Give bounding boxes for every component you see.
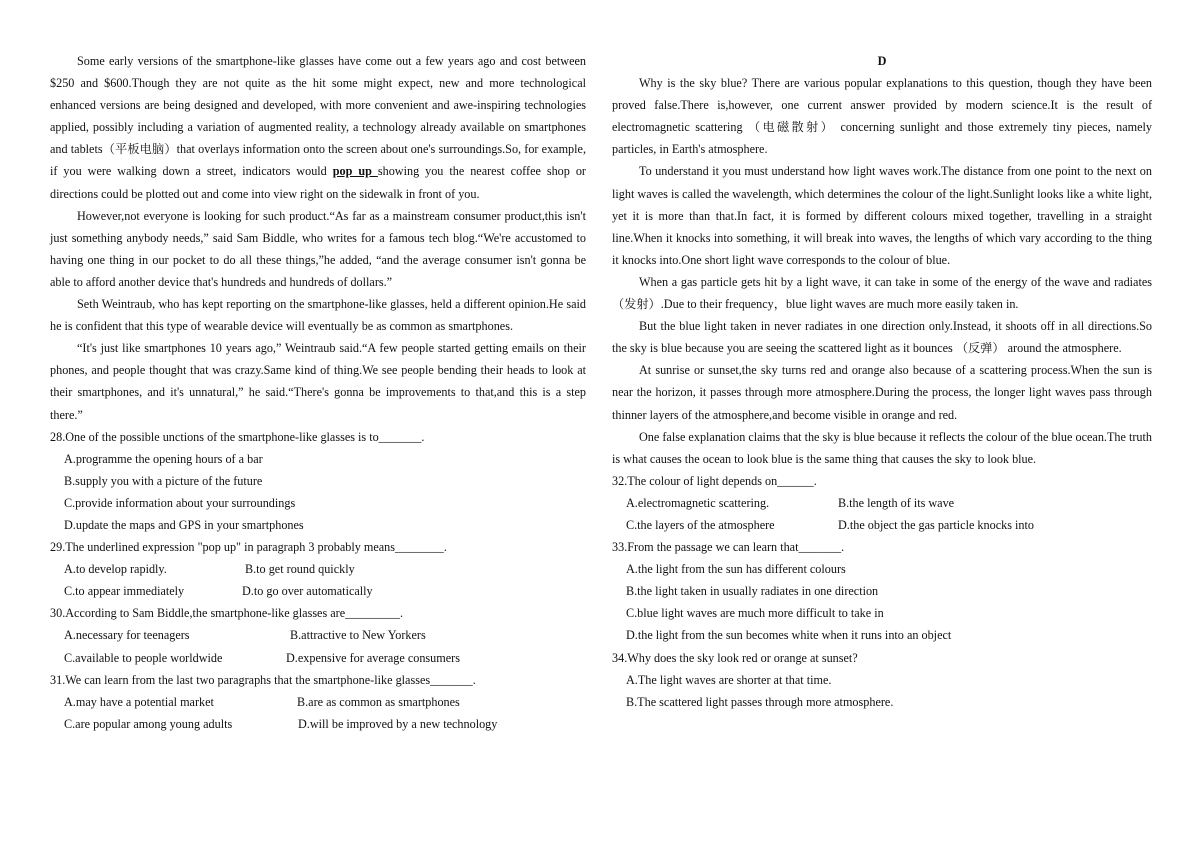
right-column	[612, 50, 1152, 713]
q32-option-a: A.electromagnetic scattering.	[626, 495, 770, 510]
q28-option-b: B.supply you with a picture of the future	[64, 473, 263, 488]
passage-d-paragraph-4: But the blue light taken in never radiates in one direction only.Instead, it shoots off in all directions.So the sky is blue because you are seeing the scattered light as it bounces （反弹） around the atmosphere.	[612, 319, 1152, 356]
q28-option-d: D.update the maps and GPS in your smartphones	[64, 517, 304, 532]
q33-option-c: C.blue light waves are much more difficult to take in	[626, 606, 884, 621]
question-31: 31.We can learn from the last two paragraphs that the smartphone-like glasses_______.	[50, 672, 476, 687]
q31-options-row-1	[50, 691, 586, 713]
question-29: 29.The underlined expression "pop up" in paragraph 3 probably means________.	[50, 540, 447, 555]
q31-option-b: B.are as common as smartphones	[297, 694, 460, 709]
passage-c-paragraph-1	[50, 50, 586, 205]
q30-option-c: C.available to people worldwide	[64, 650, 223, 665]
passage-d-paragraph-2: To understand it you must understand how light waves work.The distance from one point to the next on light waves is called the wavelength, which determines the colour of the light.Sunlight looks like a white light, yet it is more than that.In fact, it is formed by different colours mixed together, travelling in a straight line.When it knocks into something, it will break into waves, the lengths of which vary according to the thing it knocks into.One short light wave corresponds to the colour of blue.	[612, 164, 1152, 267]
underlined-phrase: pop up	[332, 164, 378, 179]
q31-option-a: A.may have a potential market	[64, 694, 214, 709]
q29-option-d: D.to go over automatically	[242, 584, 373, 599]
q28-option-a: A.programme the opening hours of a bar	[64, 451, 263, 466]
passage-d-title: D	[877, 54, 887, 68]
passage-d-paragraph-6: One false explanation claims that the sky is blue because it reflects the colour of the blue ocean.The truth is what causes the ocean to look blue is the same thing that causes the sky to look blue.	[612, 429, 1152, 466]
q28-option-c: C.provide information about your surroundings	[64, 495, 296, 510]
q33-option-a: A.the light from the sun has different colours	[626, 562, 846, 577]
q29-option-c: C.to appear immediately	[64, 584, 185, 599]
q31-option-c: C.are popular among young adults	[64, 716, 233, 731]
q32-option-d: D.the object the gas particle knocks into	[838, 517, 1034, 532]
paragraph-text: showing you the nearest coffee shop or directions could be plotted out and come into view right on the sidewalk in front of you.	[50, 164, 586, 201]
q29-options-row-1	[50, 558, 586, 580]
passage-d-paragraph-3: When a gas particle gets hit by a light wave, it can take in some of the energy of the wave and radiates （发射）.Due to their frequency，blue light waves are much more easily taken in.	[612, 274, 1152, 312]
q29-option-a: A.to develop rapidly.	[64, 562, 167, 577]
passage-d-paragraph-5: At sunrise or sunset,the sky turns red and orange also because of a scattering process.When the sun is near the horizon, it passes through more atmosphere.During the process, the longer light waves pass through thinner layers of the atmosphere,and become visible in orange and red.	[612, 363, 1152, 422]
question-28: 28.One of the possible unctions of the smartphone-like glasses is to_______.	[50, 429, 425, 444]
q33-option-b: B.the light taken in usually radiates in one direction	[626, 584, 879, 599]
question-34: 34.Why does the sky look red or orange at sunset?	[612, 650, 858, 665]
q30-option-d: D.expensive for average consumers	[286, 650, 460, 665]
q31-option-d: D.will be improved by a new technology	[298, 716, 498, 731]
q30-option-b: B.attractive to New Yorkers	[290, 628, 426, 643]
q32-options-row-1	[612, 492, 1152, 514]
question-33: 33.From the passage we can learn that_______.	[612, 540, 845, 555]
passage-c-paragraph-4: “It's just like smartphones 10 years ago,” Weintraub said.“A few people started getting emails on their phones, and people thought that was crazy.Same kind of thing.We see people bending their heads to look at their smartphones, and it's unnatural,” he said.“There's gonna be improvements to that,and this is a step there.”	[50, 341, 586, 422]
q34-option-b: B.The scattered light passes through more atmosphere.	[626, 694, 894, 709]
paragraph-text: Some early versions of the smartphone-like glasses have come out a few years ago and cost between $250 and $600.Though they are not quite as the hit some might expect, new and more technological enhanced versions are being designed and developed, with more convenient and awe-inspiring technologies applied, possibly including a variation of augmented reality, a technology already available on smartphones and tablets（平板电脑）that overlays information onto the screen about one's surroundings.So, for example, if you were walking down a street, indicators would	[50, 54, 586, 179]
q34-option-a: A.The light waves are shorter at that time.	[626, 672, 832, 687]
q30-option-a: A.necessary for teenagers	[64, 628, 190, 643]
passage-c-paragraph-2: However,not everyone is looking for such product.“As far as a mainstream consumer product,this isn't just something anybody needs,” said Sam Biddle, who writes for a famous tech blog.“We're accustomed to having one thing in our pocket to do all these things,”he added, “and the average consumer isn't gonna be able to afford another device that's hundreds and hundreds of dollars.”	[50, 208, 586, 289]
q32-options-row-2	[612, 514, 1152, 536]
q33-option-d: D.the light from the sun becomes white when it runs into an object	[626, 628, 952, 643]
question-32: 32.The colour of light depends on______.	[612, 473, 817, 488]
q31-options-row-2	[50, 713, 586, 735]
q29-options-row-2	[50, 580, 586, 602]
q32-option-c: C.the layers of the atmosphere	[626, 517, 775, 532]
passage-c-paragraph-3: Seth Weintraub, who has kept reporting on the smartphone-like glasses, held a different opinion.He said he is confident that this type of wearable device will eventually be as common as smartphones.	[50, 297, 586, 334]
q30-options-row-2	[50, 647, 586, 669]
question-30: 30.According to Sam Biddle,the smartphone-like glasses are_________.	[50, 606, 404, 621]
q32-option-b: B.the length of its wave	[838, 495, 955, 510]
left-column	[50, 50, 586, 735]
passage-d-paragraph-1: Why is the sky blue? There are various popular explanations to this question, though they have been proved false.There is,however, one current answer provided by modern science.It is the result of electromagnetic scattering （电磁散射） concerning sunlight and those extremely tiny pieces, namely particles, in Earth's atmosphere.	[612, 76, 1152, 157]
q29-option-b: B.to get round quickly	[245, 562, 355, 577]
q30-options-row-1	[50, 624, 586, 646]
